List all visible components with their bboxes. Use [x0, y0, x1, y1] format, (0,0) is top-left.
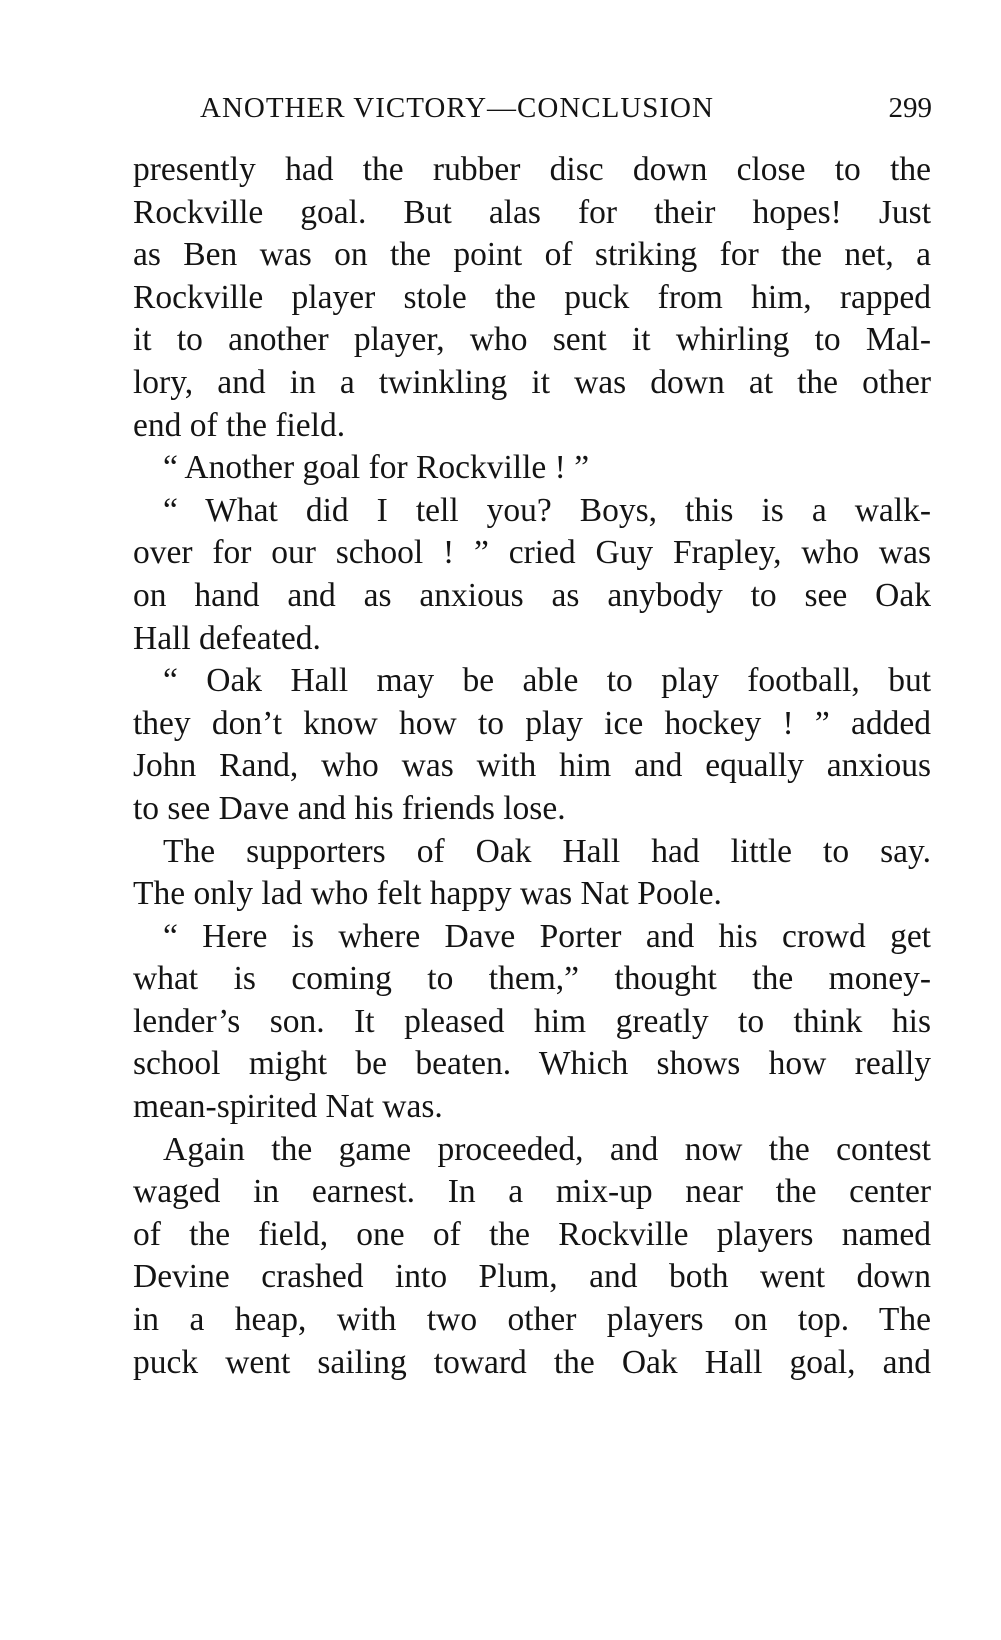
text-line: school might be beaten. Which shows how really	[133, 1045, 931, 1083]
text-line: Again the game proceeded, and now the contest	[163, 1130, 931, 1168]
text-line: John Rand, who was with him and equally anxious	[133, 747, 931, 785]
text-line: waged in earnest. In a mix-up near the center	[133, 1173, 931, 1211]
text-line: of the field, one of the Rockville players named	[133, 1215, 931, 1253]
text-line: mean-spirited Nat was.	[133, 1088, 443, 1126]
text-line: The supporters of Oak Hall had little to say.	[163, 832, 931, 870]
text-line: in a heap, with two other players on top. The	[133, 1301, 931, 1339]
text-line: what is coming to them,” thought the money-	[133, 960, 931, 998]
text-line: over for our school ! ” cried Guy Frapley, who was	[133, 534, 931, 572]
text-line: they don’t know how to play ice hockey ! ” added	[133, 704, 931, 742]
text-line: “ Here is where Dave Porter and his crowd get	[163, 917, 931, 955]
running-head	[200, 86, 940, 130]
text-line: The only lad who felt happy was Nat Poole.	[133, 875, 722, 913]
text-line: to see Dave and his friends lose.	[133, 789, 566, 827]
text-line: Rockville player stole the puck from him, rapped	[133, 278, 931, 316]
text-line: Rockville goal. But alas for their hopes! Just	[133, 193, 931, 231]
text-line: it to another player, who sent it whirling to Mal-	[133, 321, 931, 359]
text-line: on hand and as anxious as anybody to see Oak	[133, 576, 931, 614]
text-line: Devine crashed into Plum, and both went down	[133, 1258, 931, 1296]
text-line: as Ben was on the point of striking for the net, a	[133, 236, 931, 274]
text-line: presently had the rubber disc down close to the	[133, 151, 931, 188]
text-line: lender’s son. It pleased him greatly to think his	[133, 1002, 931, 1040]
text-line: lory, and in a twinkling it was down at the other	[133, 363, 931, 401]
chapter-title: ANOTHER VICTORY—CONCLUSION	[200, 92, 714, 124]
text-line: Hall defeated.	[133, 619, 321, 657]
body-text	[133, 149, 931, 1384]
text-line: “ Another goal for Rockville ! ”	[163, 449, 590, 487]
text-line: “ What did I tell you? Boys, this is a walk-	[163, 491, 931, 529]
text-line: puck went sailing toward the Oak Hall goal, and	[133, 1343, 931, 1381]
text-line: “ Oak Hall may be able to play football, but	[163, 662, 931, 700]
page-number: 299	[888, 92, 932, 124]
text-line: end of the field.	[133, 406, 346, 444]
